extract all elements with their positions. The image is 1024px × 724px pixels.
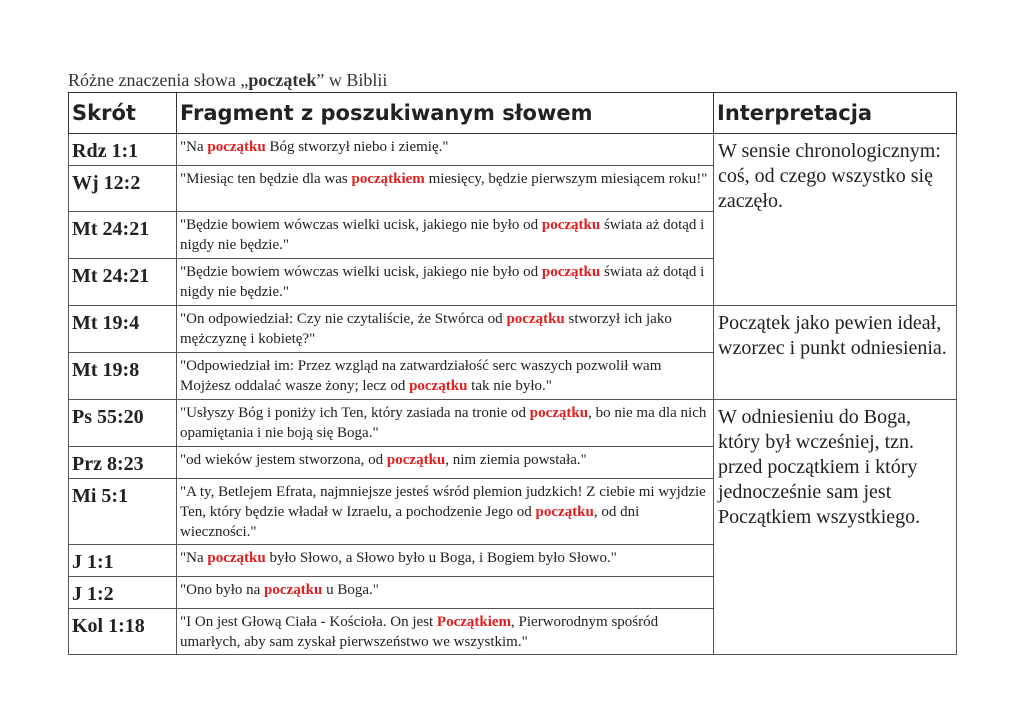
fragment-text: tak nie było." xyxy=(467,378,552,394)
interpretation-ideal: Początek jako pewien ideał, wzorzec i punkt odniesienia. xyxy=(714,306,957,400)
verse-reference: J 1:2 xyxy=(69,577,177,609)
title-suffix: ” w Biblii xyxy=(316,70,388,90)
verse-fragment xyxy=(177,134,714,166)
title-prefix: Różne znaczenia słowa „ xyxy=(68,70,249,90)
keyword-highlight: początku xyxy=(541,264,601,280)
interpretation-chronological: W sensie chronologicznym: coś, od czego wszystko się zaczęło. xyxy=(714,134,957,306)
verse-fragment xyxy=(177,166,714,212)
keyword-highlight: początku xyxy=(529,405,589,421)
verse-reference: Wj 12:2 xyxy=(69,166,177,212)
header-interpretation: Interpretacja xyxy=(714,93,957,134)
verses-table xyxy=(68,92,957,655)
fragment-text: , nim ziemia powstała." xyxy=(445,452,587,468)
verse-fragment xyxy=(177,353,714,400)
verse-reference: Ps 55:20 xyxy=(69,400,177,447)
verse-reference: Prz 8:23 xyxy=(69,447,177,479)
fragment-text: miesięcy, będzie pierwszym miesiącem roku!" xyxy=(424,171,708,187)
keyword-highlight: początkiem xyxy=(351,171,425,187)
keyword-highlight: początku xyxy=(506,311,565,327)
fragment-text: u Boga." xyxy=(322,582,379,598)
keyword-highlight: początku xyxy=(535,504,594,520)
table-row xyxy=(69,134,957,166)
verse-fragment xyxy=(177,577,714,609)
verse-reference: Mt 24:21 xyxy=(69,259,177,306)
fragment-text: "Usłyszy Bóg i poniży ich Ten, który zasiada na tronie od xyxy=(180,405,530,421)
fragment-text: , bo nie ma dla nich opamiętania i nie boją się Boga." xyxy=(180,405,707,441)
interpretation-god: W odniesieniu do Boga, który był wcześniej, tzn. przed początkiem i który jednocześnie sam jest Początkiem wszystkiego. xyxy=(714,400,957,655)
verse-fragment xyxy=(177,400,714,447)
document-title xyxy=(68,70,387,91)
fragment-text: "A ty, Betlejem Efrata, najmniejsze jesteś wśród plemion judzkich! Z ciebie mi wyjdzie Ten, który będzie władał w Izraelu, a pochodzenie Jego od xyxy=(180,484,706,520)
header-abbreviation: Skrót xyxy=(69,93,177,134)
table-row xyxy=(69,306,957,353)
fragment-text: "Ono było na xyxy=(180,582,265,598)
keyword-highlight: początku xyxy=(409,378,468,394)
fragment-text: , Pierworodnym spośród umarłych, aby sam zyskał pierwszeństwo we wszystkim." xyxy=(180,614,659,650)
fragment-text: "od wieków jestem stworzona, od xyxy=(180,452,387,468)
verse-reference: J 1:1 xyxy=(69,545,177,577)
fragment-text: "Miesiąc ten będzie dla was xyxy=(180,171,352,187)
fragment-text: świata aż dotąd i nigdy nie będzie." xyxy=(180,217,705,253)
verse-fragment xyxy=(177,609,714,655)
fragment-text: "Na xyxy=(180,550,208,566)
fragment-text: "On odpowiedział: Czy nie czytaliście, że Stwórca od xyxy=(180,311,507,327)
fragment-text: stworzył ich jako mężczyznę i kobietę?" xyxy=(180,311,672,347)
fragment-text: świata aż dotąd i nigdy nie będzie." xyxy=(180,264,705,300)
fragment-text: "Będzie bowiem wówczas wielki ucisk, jakiego nie było od xyxy=(180,217,542,233)
verse-reference: Mi 5:1 xyxy=(69,479,177,545)
keyword-highlight: początku xyxy=(264,582,323,598)
fragment-text: Bóg stworzył niebo i ziemię." xyxy=(265,139,449,155)
table-row xyxy=(69,400,957,447)
fragment-text: "Będzie bowiem wówczas wielki ucisk, jakiego nie było od xyxy=(180,264,542,280)
verse-reference: Kol 1:18 xyxy=(69,609,177,655)
table-header-row xyxy=(69,93,957,134)
fragment-text: "Odpowiedział im: Przez wzgląd na zatwardziałość serc waszych pozwolił wam Mojżesz oddalać wasze żony; lecz od xyxy=(180,358,662,394)
verse-fragment xyxy=(177,212,714,259)
verse-fragment xyxy=(177,545,714,577)
verse-reference: Mt 24:21 xyxy=(69,212,177,259)
verse-fragment xyxy=(177,306,714,353)
keyword-highlight: początku xyxy=(386,452,446,468)
keyword-highlight: początku xyxy=(207,139,266,155)
fragment-text: "Na xyxy=(180,139,208,155)
fragment-text: , od dni wieczności." xyxy=(180,504,640,540)
fragment-text: było Słowo, a Słowo było u Boga, i Bogiem było Słowo." xyxy=(265,550,617,566)
verse-fragment xyxy=(177,479,714,545)
fragment-text: "I On jest Głową Ciała - Kościoła. On jest xyxy=(180,614,437,630)
verse-reference: Rdz 1:1 xyxy=(69,134,177,166)
verse-reference: Mt 19:8 xyxy=(69,353,177,400)
verse-fragment xyxy=(177,259,714,306)
verse-reference: Mt 19:4 xyxy=(69,306,177,353)
header-fragment: Fragment z poszukiwanym słowem xyxy=(177,93,714,134)
verse-fragment xyxy=(177,447,714,479)
keyword-highlight: początku xyxy=(541,217,601,233)
keyword-highlight: Początkiem xyxy=(436,614,512,630)
keyword-highlight: początku xyxy=(207,550,266,566)
title-keyword: początek xyxy=(248,70,317,90)
